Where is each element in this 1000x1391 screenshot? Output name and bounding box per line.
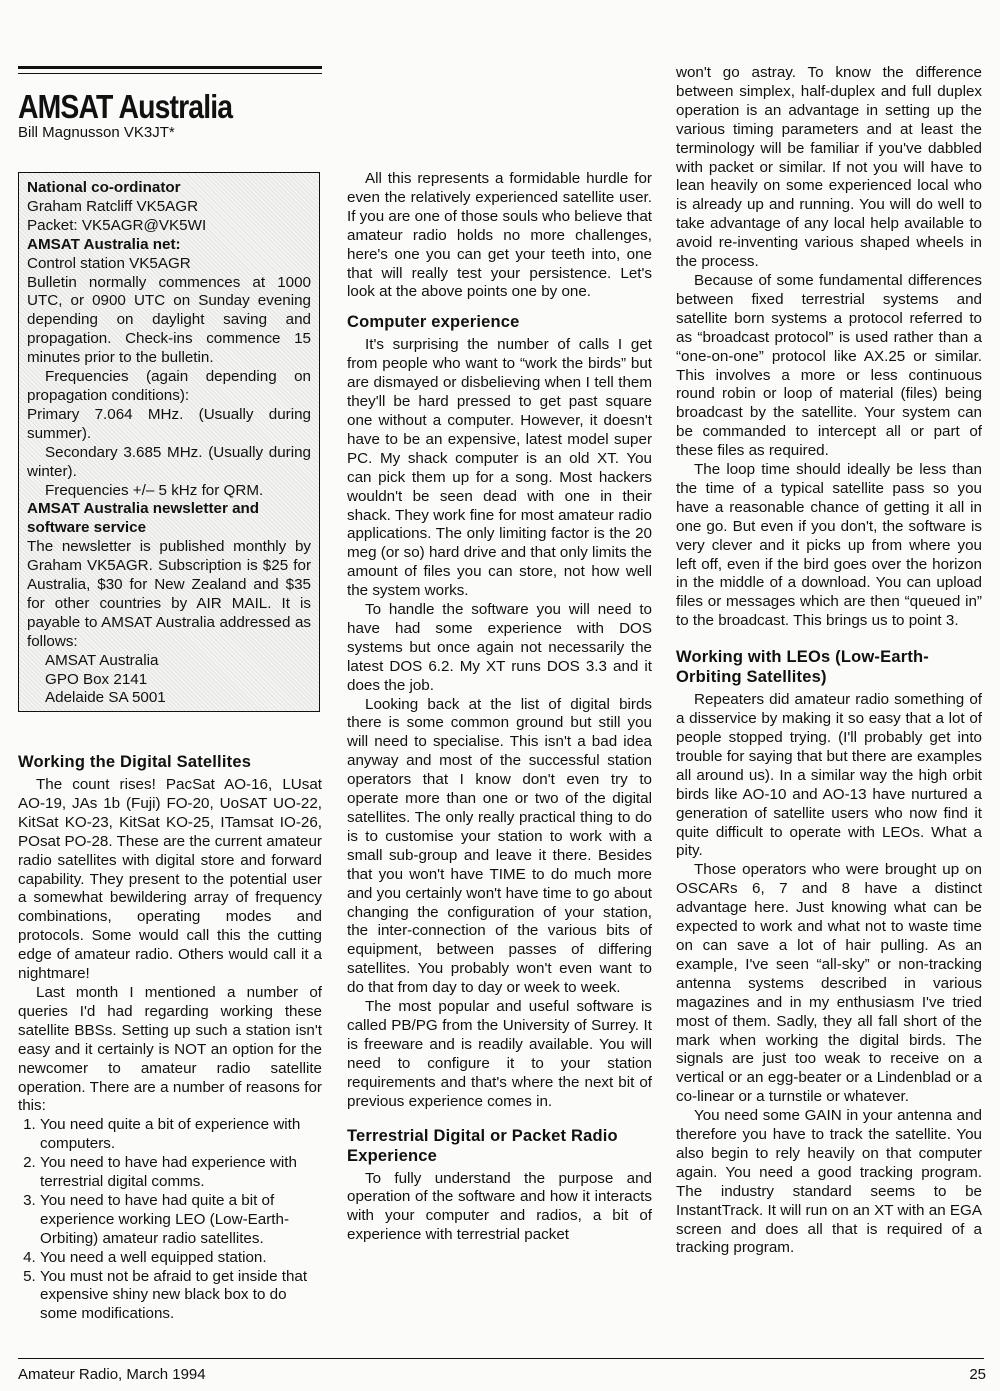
paragraph: You need some GAIN in your antenna and therefore you have to track the satellite. You also begin to rely heavily on that computer again. You need a good tracking program. The industry standard seems to be InstantTrack. It will run on an XT with an EGA screen and does all that is required of a tracking program. (676, 1107, 982, 1257)
address-line: AMSAT Australia (45, 651, 159, 669)
reasons-list (18, 1116, 322, 1324)
section-heading-computer-experience: Computer experience (347, 313, 520, 332)
paragraph: Looking back at the list of digital birds there is some common ground but still you will need to specialise. This isn't a bad idea anyway and most of the successful station operators that I know don't even try to operate more than one or two of the digital satellites. The only really practical thing to do is to customise your station to work with a small sub-group and leave it there. Besides that you won't have TIME to do much more and you certainly won't have time to go about changing the configuration of your station, the inter-connection of the various bits of equipment, between passes of differing satellites. You probably won't even want to do that from day to day or week to week. (347, 695, 652, 997)
column-2 (347, 170, 652, 1245)
byline: Bill Magnusson VK3JT* (18, 124, 175, 141)
article-title: AMSAT Australia (18, 88, 233, 125)
list-item: 1. You need quite a bit of experience with computers. (40, 1116, 322, 1154)
footer-publication: Amateur Radio, March 1994 (18, 1366, 206, 1383)
paragraph: Because of some fundamental differences between fixed terrestrial systems and satellite born systems a protocol referred to as “broadcast protocol” is used rather than a “one-on-one” protocol like AX.25 or similar. This involves a more or less continuous round robin or loop of material (files) being broadcast by the satellite. Your system can be commanded to intercept all or part of these files as required. (676, 271, 982, 460)
section-heading-packet-experience: Terrestrial Digital or Packet Radio Experience (347, 1126, 618, 1165)
title-rule-top (18, 66, 322, 69)
list-item: 3. You need to have had quite a bit of experience working LEO (Low-Earth-Orbiting) amateur radio satellites. (40, 1192, 322, 1249)
paragraph: To handle the software you will need to have had some experience with DOS systems but once again not necessarily the latest DOS 6.2. My XT runs DOS 3.3 and it does the job. (347, 601, 652, 694)
box-heading-coordinator: National co-ordinator (27, 179, 181, 196)
section-heading-digital-satellites: Working the Digital Satellites (18, 753, 252, 771)
box-line: Control station VK5AGR (27, 254, 191, 272)
box-heading-newsletter: AMSAT Australia newsletter and software service (27, 500, 260, 537)
paragraph: Repeaters did amateur radio something of a disservice by making it so easy that a lot of people stopped trying. (I'll probably get into trouble for saying that but there are examples all around us). In a similar way the high orbit birds like AO-10 and AO-13 have nurtured a generation of satellite users who now find it quite difficult to operate with LEOs. What a pity. (676, 691, 982, 860)
box-paragraph: Primary 7.064 MHz. (Usually during summer). (27, 405, 311, 442)
box-line: Packet: VK5AGR@VK5WI (27, 216, 207, 234)
title-rule-bottom (18, 73, 322, 74)
box-paragraph: The newsletter is published monthly by Graham VK5AGR. Subscription is $25 for Australia, $30 for New Zealand and $35 for other countries by AIR MAIL. It is payable to AMSAT Australia addressed as follows: (27, 538, 311, 650)
paragraph: The count rises! PacSat AO-16, LUsat AO-19, JAs 1b (Fuji) FO-20, UoSAT UO-22, KitSat KO-23, KitSat KO-25, ITamsat IO-26, POsat PO-28. These are the current amateur radio satellites with digital store and forward capability. They present to the potential user a somewhat bewildering array of frequency combinations, operating modes and protocols. Some would call this the cutting edge of amateur radio. Others would call it a nightmare! (18, 776, 322, 983)
paragraph: It's surprising the number of calls I get from people who want to “work the birds” but are dismayed or disbelieving when I tell them they'll be hard pressed to get past square one without a computer. However, it doesn't have to be an expensive, latest model super PC. My shack computer is an old XT. You can pick them up for a song. Most hackers wouldn't be seen dead with one in their shack. They work fine for most amateur radio applications. The only limiting factor is the 20 meg (or so) hard drive and that only limits the amount of files you can store, not how well the system works. (347, 336, 652, 600)
footer-rule (18, 1358, 984, 1359)
paragraph: won't go astray. To know the difference between simplex, half-duplex and full duplex operation is an advantage in setting up the various timing parameters and at least the terminology will be familiar if you've dabbled with packet or similar. If not you will have to lean heavily on some experienced local who is already up and running. You will do well to take advantage of any local help available to avoid re-inventing various shaped wheels in the process. (676, 64, 982, 271)
paragraph: All this represents a formidable hurdle for even the relatively experienced satellite user. If you are one of those souls who believe that amateur radio holds no more challenges, here's one you can get your teeth into, one that will really test your persistence. Let's look at the above points one by one. (347, 170, 652, 301)
paragraph: The loop time should ideally be less than the time of a typical satellite pass so you have a reasonable chance of getting it all in one go. But even if you don't, the software is very clever and it picks up from where you left off, even if the bird goes over the horizon in the middle of a download. You can upload files or messages which are then “queued in” to the broadcast. This brings us to point 3. (676, 461, 982, 630)
box-paragraph: Frequencies (again depending on propagation conditions): (27, 368, 311, 404)
list-item: 5. You must not be afraid to get inside that expensive shiny new black box to do some modifications. (40, 1268, 322, 1325)
column-3 (676, 64, 982, 1258)
address-line: GPO Box 2141 (45, 670, 148, 688)
paragraph: The most popular and useful software is called PB/PG from the University of Surrey. It is freeware and is readily available. You will need to configure it to your station requirements and that's where the next bit of previous experience comes in. (347, 998, 652, 1110)
paragraph: To fully understand the purpose and operation of the software and how it interacts with your computer and radios, a bit of experience with terrestrial packet (347, 1169, 652, 1244)
box-line: Graham Ratcliff VK5AGR (27, 197, 199, 215)
column-1 (18, 752, 322, 1324)
section-heading-leos: Working with LEOs (Low-Earth-Orbiting Satellites) (676, 648, 929, 687)
paragraph: Last month I mentioned a number of queries I'd had regarding working these satellite BBSs. Setting up such a station isn't easy and it certainly is NOT an option for the newcomer to amateur radio satellite operation. There are a number of reasons for this: (18, 983, 322, 1115)
list-item: 4. You need a well equipped station. (40, 1249, 322, 1268)
box-paragraph: Secondary 3.685 MHz. (Usually during winter). (27, 443, 311, 480)
address-line: Adelaide SA 5001 (45, 689, 166, 707)
info-box (18, 172, 320, 712)
box-paragraph: Bulletin normally commences at 1000 UTC, or 0900 UTC on Sunday evening depending on daylight saving and propagation. Check-ins commence 15 minutes prior to the bulletin. (27, 273, 311, 367)
box-paragraph: Frequencies +/– 5 kHz for QRM. (45, 481, 264, 499)
list-item: 2. You need to have had experience with terrestrial digital comms. (40, 1154, 322, 1192)
box-heading-net: AMSAT Australia net: (27, 235, 181, 253)
paragraph: Those operators who were brought up on OSCARs 6, 7 and 8 have a distinct advantage here. Just knowing what can be expected to work and what not to waste time on can save a lot of hair pulling. As an example, I've seen “all-sky” or non-tracking antenna systems described in various magazines and in my enthusiasm I've tried most of them. Sadly, they all fall short of the mark when working the digital birds. The signals are just too weak to receive on a vertical or an egg-beater or a Lindenblad or a co-linear or a turnstile or whatever. (676, 861, 982, 1106)
page-number: 25 (969, 1366, 986, 1383)
